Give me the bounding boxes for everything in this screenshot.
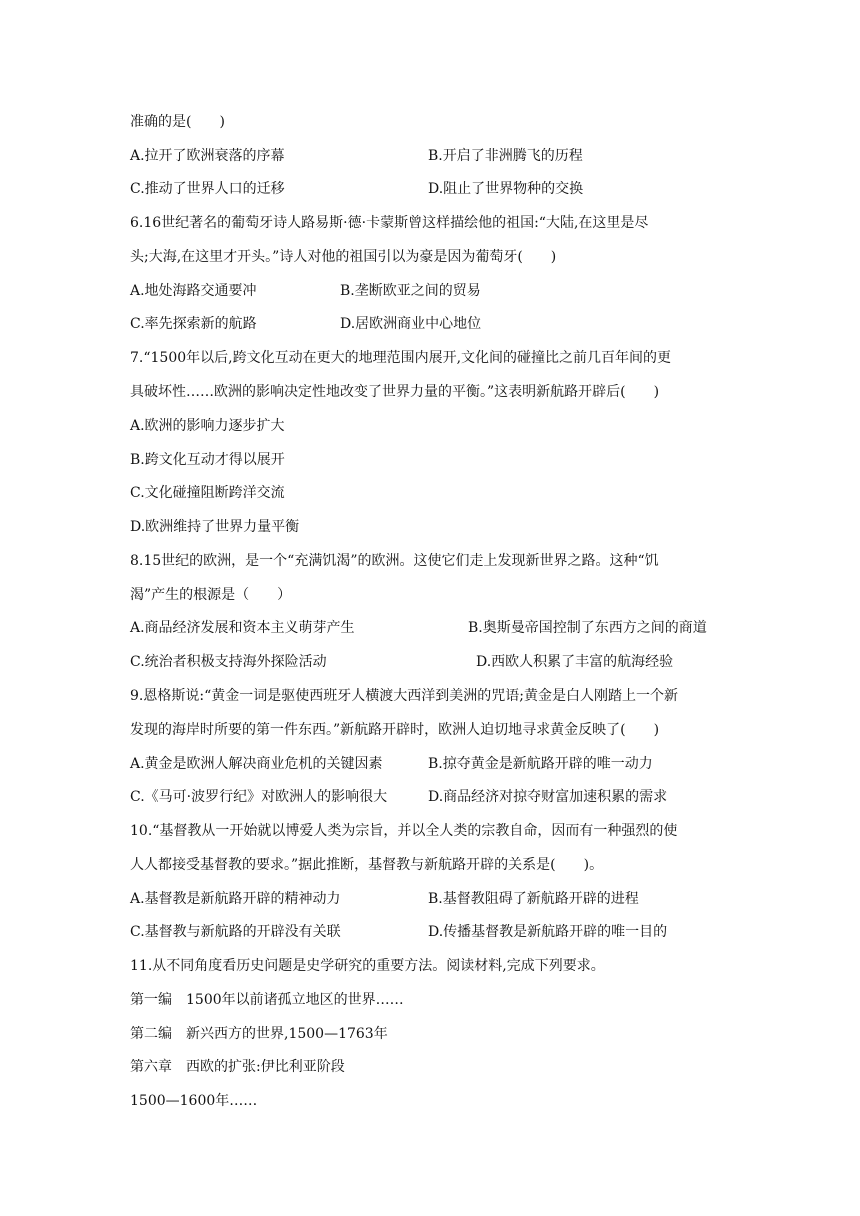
option-left: A.商品经济发展和资本主义萌芽产生 xyxy=(130,620,355,636)
text-line: 发现的海岸时所要的第一件东西。”新航路开辟时，欧洲人迫切地寻求黄金反映了( ) xyxy=(130,722,660,738)
option-right: B.开启了非洲腾飞的历程 xyxy=(428,148,583,164)
text-line: B.跨文化互动才得以展开 xyxy=(130,452,285,468)
option-left: A.基督教是新航路开辟的精神动力 xyxy=(130,891,341,907)
text-line: 头;大海,在这里才开头。”诗人对他的祖国引以为豪是因为葡萄牙( ) xyxy=(130,249,557,265)
option-right: B.基督教阻碍了新航路开辟的进程 xyxy=(428,891,639,907)
option-left: A.黄金是欧洲人解决商业危机的关键因素 xyxy=(130,756,383,772)
option-right: D.阻止了世界物种的交换 xyxy=(428,181,584,197)
option-right: D.商品经济对掠夺财富加速积累的需求 xyxy=(428,789,668,805)
option-left: C.《马可·波罗行纪》对欧洲人的影响很大 xyxy=(130,789,388,805)
option-left: C.基督教与新航路的开辟没有关联 xyxy=(130,924,341,940)
text-line: D.欧洲维持了世界力量平衡 xyxy=(130,519,300,535)
text-line: A.欧洲的影响力逐步扩大 xyxy=(130,418,285,434)
text-line: 1500—1600年…… xyxy=(130,1093,258,1109)
option-right: B.掠夺黄金是新航路开辟的唯一动力 xyxy=(428,756,653,772)
option-left: C.率先探索新的航路 xyxy=(130,316,257,332)
text-line: 9.恩格斯说:“黄金一词是驱使西班牙人横渡大西洋到美洲的咒语;黄金是白人刚踏上一个新 xyxy=(130,688,678,704)
text-line: 准确的是( ) xyxy=(130,114,225,130)
option-right: D.传播基督教是新航路开辟的唯一目的 xyxy=(428,924,668,940)
text-line: 渴”产生的根源是（ ） xyxy=(130,587,292,603)
option-right: B.奥斯曼帝国控制了东西方之间的商道 xyxy=(468,620,707,636)
text-line: 第六章 西欧的扩张:伊比利亚阶段 xyxy=(130,1059,345,1075)
option-left: A.地处海路交通要冲 xyxy=(130,283,257,299)
text-line: 10.“基督教从一开始就以博爱人类为宗旨，并以全人类的宗教自命，因而有一种强烈的使 xyxy=(130,823,678,839)
option-right: D.居欧洲商业中心地位 xyxy=(340,316,482,332)
text-line: 8.15世纪的欧洲，是一个“充满饥渴”的欧洲。这使它们走上发现新世界之路。这种“饥 xyxy=(130,553,659,569)
text-line: 7.“1500年以后,跨文化互动在更大的地理范围内展开,文化间的碰撞比之前几百年间的更 xyxy=(130,350,672,366)
text-line: 人人都接受基督教的要求。”据此推断，基督教与新航路开辟的关系是( )。 xyxy=(130,857,604,873)
option-right: D.西欧人积累了丰富的航海经验 xyxy=(476,654,674,670)
option-left: C.推动了世界人口的迁移 xyxy=(130,181,285,197)
text-line: 第二编 新兴西方的世界,1500—1763年 xyxy=(130,1026,388,1042)
option-left: A.拉开了欧洲衰落的序幕 xyxy=(130,148,285,164)
text-line: C.文化碰撞阻断跨洋交流 xyxy=(130,485,285,501)
text-line: 6.16世纪著名的葡萄牙诗人路易斯·德·卡蒙斯曾这样描绘他的祖国:“大陆,在这里是尽 xyxy=(130,215,649,231)
option-right: B.垄断欧亚之间的贸易 xyxy=(340,283,481,299)
text-line: 11.从不同角度看历史问题是史学研究的重要方法。阅读材料,完成下列要求。 xyxy=(130,958,605,974)
option-left: C.统治者积极支持海外探险活动 xyxy=(130,654,327,670)
text-line: 第一编 1500年以前诸孤立地区的世界…… xyxy=(130,992,404,1008)
text-line: 具破坏性……欧洲的影响决定性地改变了世界力量的平衡。”这表明新航路开辟后( ) xyxy=(130,384,660,400)
